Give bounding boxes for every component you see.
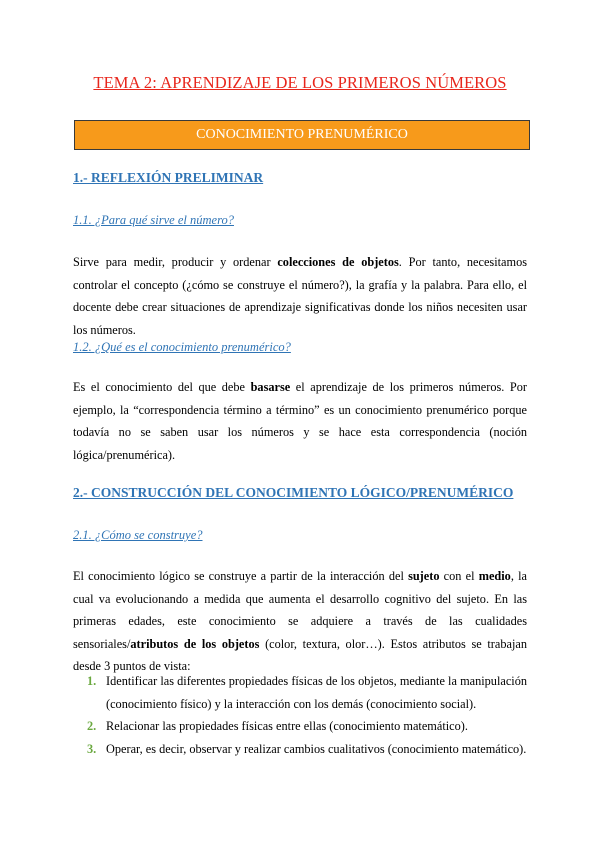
subsection-1-2-heading: 1.2. ¿Qué es el conocimiento prenumérico?: [73, 340, 291, 354]
page-title: TEMA 2: APRENDIZAJE DE LOS PRIMEROS NÚMEROS: [93, 73, 507, 92]
list-item-text: Operar, es decir, observar y realizar cambios cualitativos (conocimiento matemático).: [106, 741, 527, 756]
section-2-heading: 2.- CONSTRUCCIÓN DEL CONOCIMIENTO LÓGICO/PRENUMÉRICO: [73, 485, 514, 500]
list-number: 3.: [87, 741, 97, 756]
viewpoints-list: [73, 670, 527, 760]
bold-term: atributos de los objetos: [130, 636, 260, 651]
subsection-1-1-heading: 1.1. ¿Para qué sirve el número?: [73, 213, 234, 227]
bold-term: medio: [478, 569, 511, 583]
section-banner: CONOCIMIENTO PRENUMÉRICO: [74, 120, 530, 150]
list-item: [73, 670, 527, 715]
section-1-heading: 1.- REFLEXIÓN PRELIMINAR: [73, 170, 264, 185]
list-item-text: Identificar las diferentes propiedades físicas de los objetos, mediante la manipulación (conocimiento físico) y la interacción con los demás (conocimiento social).: [106, 674, 527, 711]
list-item: [73, 738, 527, 761]
bold-term: sujeto: [408, 569, 440, 583]
list-item: [73, 715, 527, 738]
bold-term: colecciones de objetos: [277, 255, 399, 269]
paragraph-1-2: Es el conocimiento del que debe basarse el aprendizaje de los primeros números. Por ejemplo, la “correspondencia término a término” es un conocimiento prenumérico porque todavía no se saben usar los números y se hace esta correspondencia (noción lógica/prenumérica).: [73, 380, 527, 462]
list-number: 2.: [87, 719, 97, 733]
list-item-text: Relacionar las propiedades físicas entre ellas (conocimiento matemático).: [106, 719, 468, 733]
list-number: 1.: [87, 674, 97, 688]
paragraph-2-1: El conocimiento lógico se construye a partir de la interacción del sujeto con el medio, la cual va evolucionando a medida que aumenta el desarrollo cognitivo del sujeto. En las primeras edades, este conocimiento se adquiere a través de las cualidades sensoriales/atributos de los objetos (color, textura, olor…). Estos atributos se trabajan desde 3 puntos de vista:: [73, 569, 527, 673]
subsection-2-1-heading: 2.1. ¿Cómo se construye?: [73, 528, 203, 542]
bold-term: basarse: [250, 380, 291, 394]
paragraph-1-1: Sirve para medir, producir y ordenar colecciones de objetos. Por tanto, necesitamos controlar el concepto (¿cómo se construye el número?), la grafía y la palabra. Para ello, el docente debe crear situaciones de aprendizaje significativas donde los niños necesiten usar los números.: [73, 255, 528, 337]
